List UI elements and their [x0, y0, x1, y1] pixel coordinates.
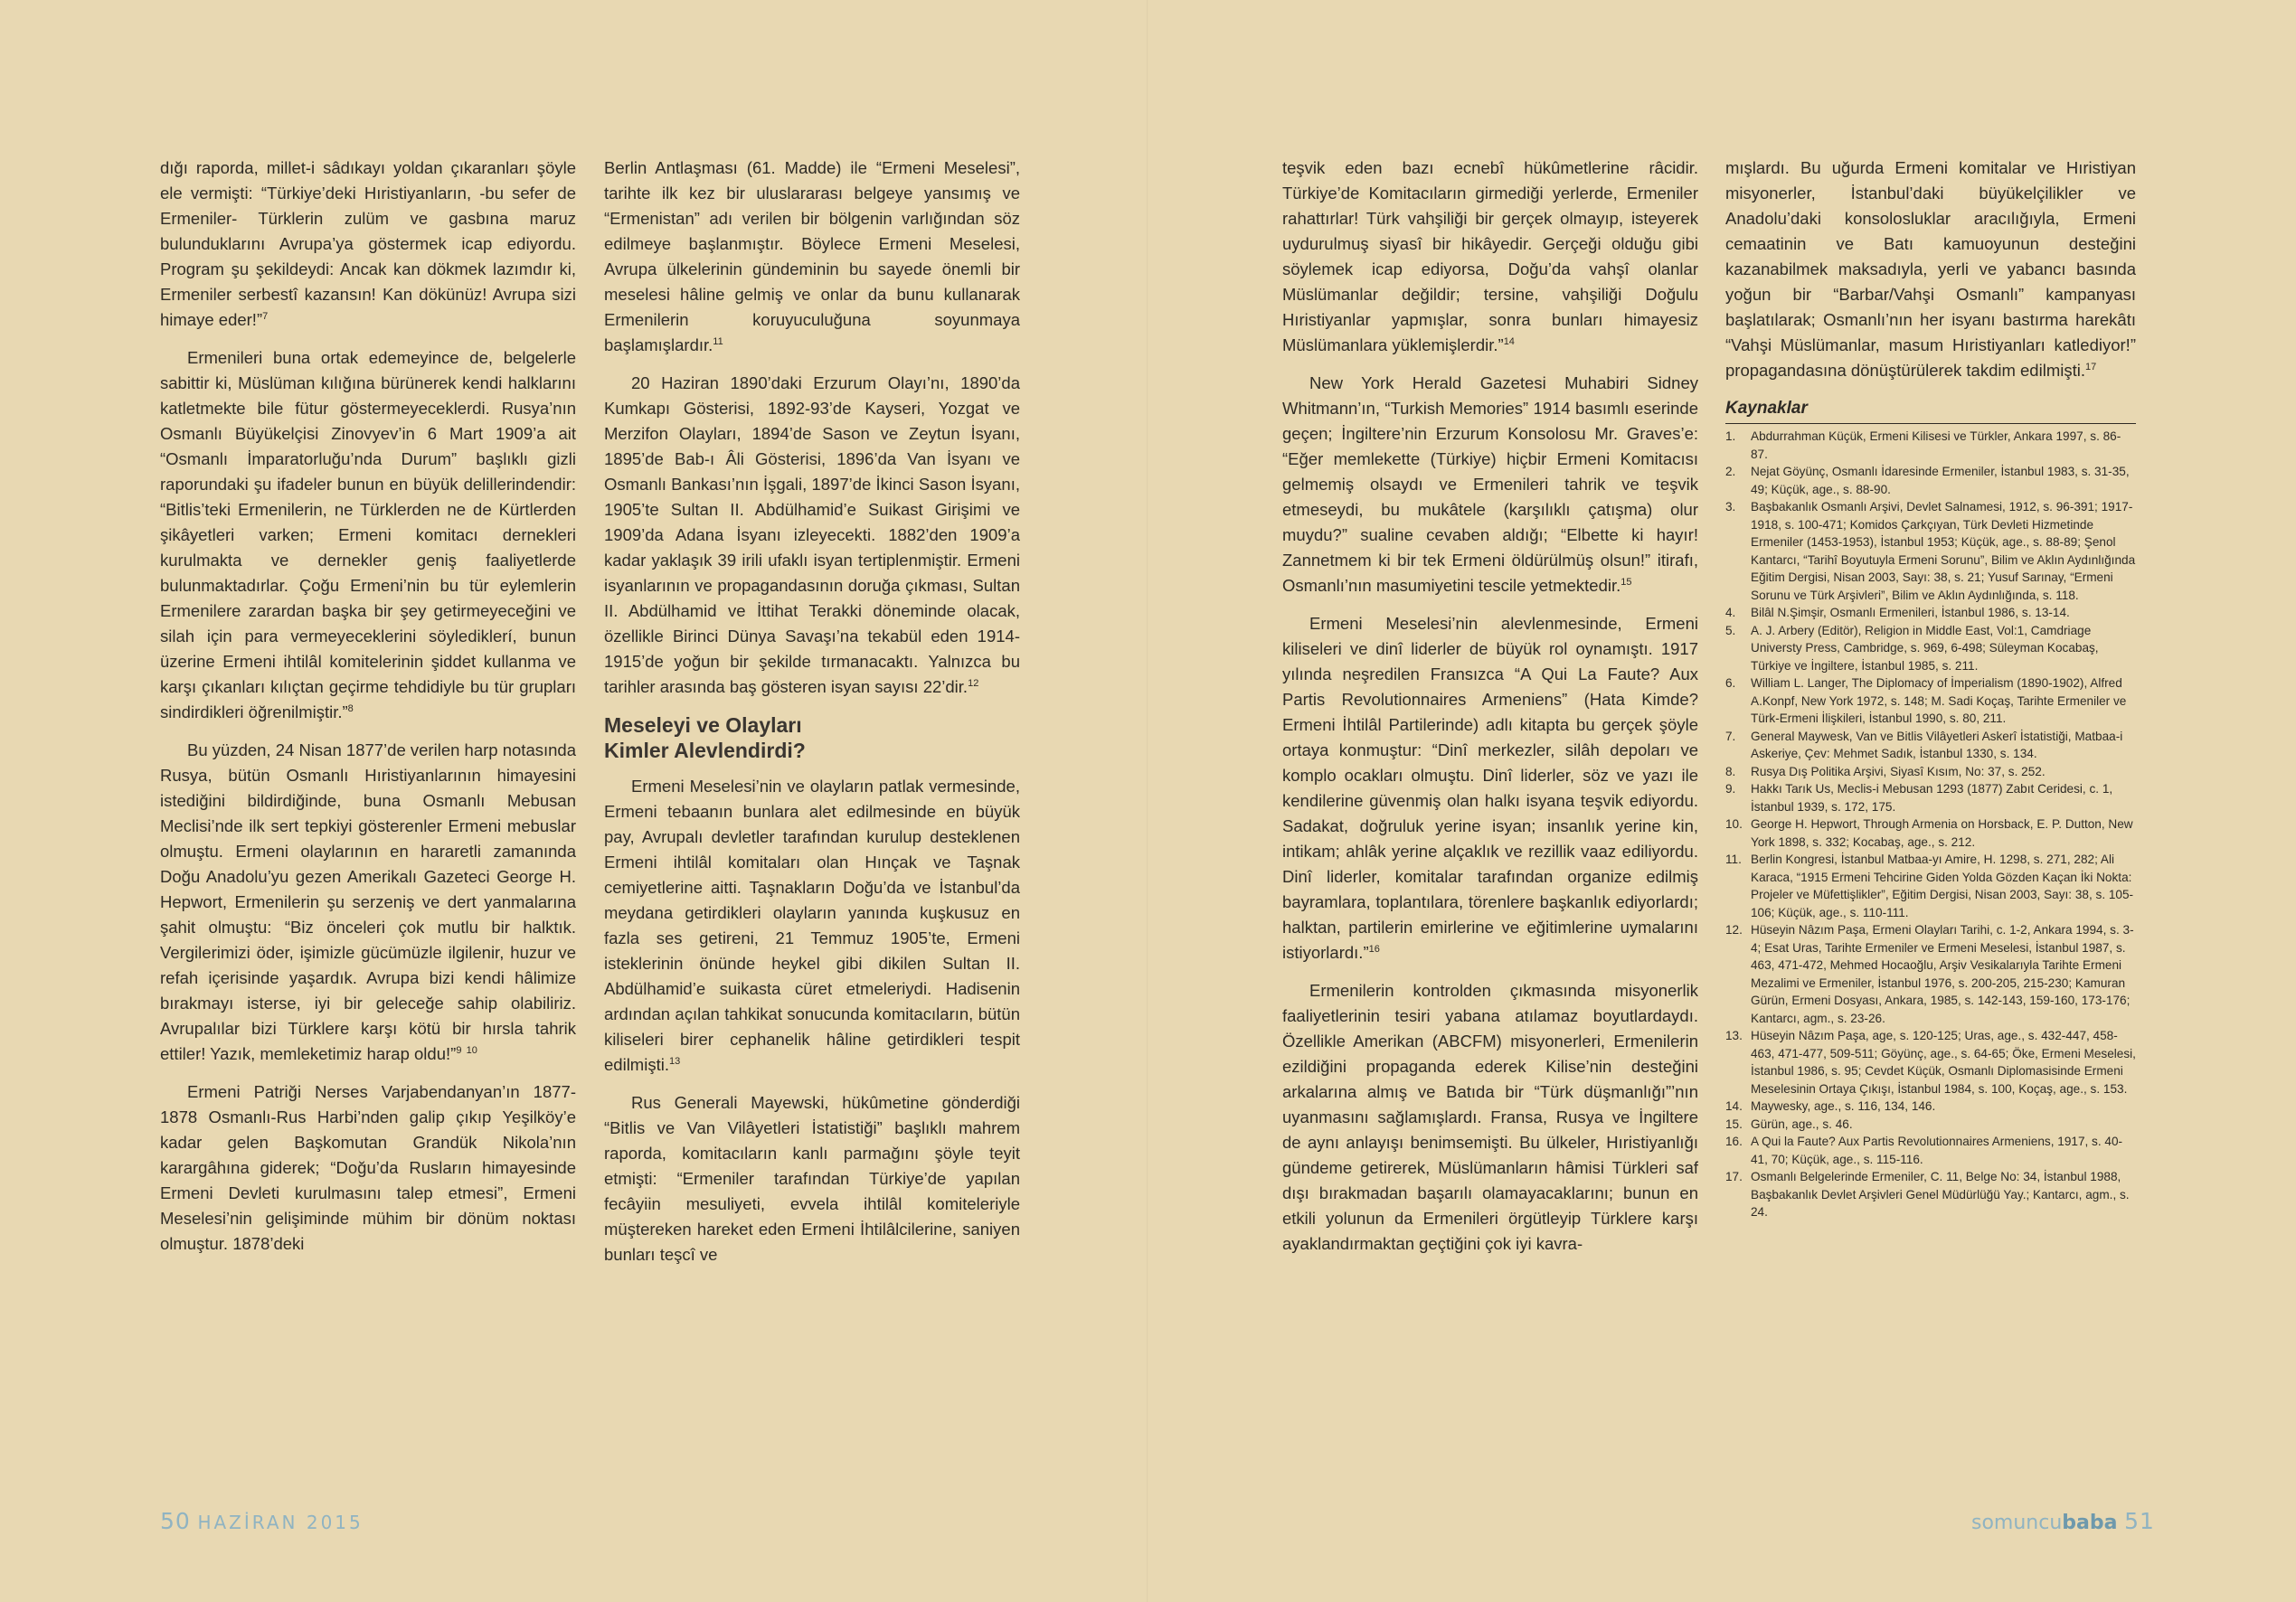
reference-number: 9.	[1725, 782, 1736, 796]
references-heading: Kaynaklar	[1725, 396, 2136, 424]
paragraph: Ermenileri buna ortak edemeyince de, belgelerle sabittir ki, Müslüman kılığına bürünerek kendi halklarını katletmekte bile fütur göstermeyeceklerdi. Rusya’nın Osmanlı Büyükelçisi Zinovyev’in 6 Mart 1909’a ait “Osmanlı İmparatorluğu’nda Durum” başlıklı gizli raporundaki şu ifadeler bunun en büyük delillerindendir: “Bitlis’teki Ermenilerin, ne Türklerden ne de Kürtlerden şikâyetleri varken; Ermeni komitacı dernekleri kurulmakta ve dernekler geniş faaliyetlerde bulunmaktadırlar. Çoğu Ermeni’nin bu tür eylemlerin Ermenilere zarardan başka bir şey getirmeyeceğini ve silah için para vermeyeceklerini söylediklerí, bunun üzerine Ermeni ihtilâl komitelerinin şiddet kullanma ve karşı çıkanları kılıçtan geçirme tehdidiyle bu tür grupları sindirdikleri öğrenilmiştir.”$^8$	[160, 348, 576, 721]
reference-item	[1725, 851, 2136, 921]
footnote-ref: 13	[668, 1055, 681, 1067]
reference-item	[1725, 1027, 2136, 1098]
reference-item	[1725, 1168, 2136, 1221]
reference-number: 2.	[1725, 465, 1736, 478]
paragraph: mışlardı. Bu uğurda Ermeni komitalar ve Hıristiyan misyonerler, İstanbul’daki büyükelçilikler ve Anadolu’daki konsolosluklar aracılığıyla, Ermeni cemaatinin ve Batı kamuoyunun desteğini kazanabilmek maksadıyla, yerli ve yabancı basında yoğun bir “Barbar/Vahşi Osmanlı” kampanyası başlatılarak; Osmanlı’nın her isyanı bastırma harekâtı “Vahşi Müslümanlar, masum Hıristiyanları katlediyor!” propagandasına dönüştürülerek takdim edilmişti.$^{17}$	[1725, 158, 2136, 380]
paragraph: Ermeni Meselesi’nin alevlenmesinde, Ermeni kiliseleri ve dinî liderler de büyük rol oynamıştı. 1917 yılında neşredilen Fransızca “A Qui La Faute? Aux Partis Revolutionnaires Armeniens” (Hata Kimde? Ermeni İhtilâl Partilerinde) adlı kitapta bu gerçek şöyle ortaya konmuştur: “Dinî merkezler, silâh depoları ve komplo ocakları olmuştu. Dinî liderler, söz ve yazı ile kendilerine güvenmiş olan halkı isyana teşvik ediyordu. Sadakat, doğruluk yerine isyan; insanlık yerine kin, intikam; ahlâk yerine alçaklık ve rezillik vaaz ediliyordu. Dinî liderler, komitalar tarafından organize edilmiş bayramlara, toplantılara, törenlere başkanlık ediyorlardı; halktan, partilerin emirlerine ve eğitimlerine uymalarını istiyorlardı.”$^{16}$	[1282, 614, 1698, 962]
reference-text: Maywesky, age., s. 116, 134, 146.	[1751, 1099, 1936, 1113]
footnote-ref: 9	[456, 1044, 462, 1056]
reference-text: Bilâl N.Şimşir, Osmanlı Ermenileri, İstanbul 1986, s. 13-14.	[1751, 606, 2070, 619]
reference-text: Hüseyin Nâzım Paşa, age, s. 120-125; Uras, age., s. 432-447, 458-463, 471-477, 509-511; Göyünç, age., s. 64-65; Öke, Ermeni Meselesi, İstanbul 1986, s. 95; Cevdet Küçük, Osmanlı Diplomasisinde Ermeni Meselesinin Ortaya Çıkışı, İstanbul 1984, s. 100, Koçaş, age., s. 153.	[1751, 1029, 2136, 1096]
left-footer	[160, 1508, 364, 1534]
right-footer	[1971, 1508, 2155, 1534]
reference-number: 12.	[1725, 923, 1743, 937]
reference-text: Hakkı Tarık Us, Meclis-i Mebusan 1293 (1877) Zabıt Ceridesi, c. 1, İstanbul 1939, s. 172, 175.	[1751, 782, 2113, 814]
reference-text: Hüseyin Nâzım Paşa, Ermeni Olayları Tarihi, c. 1-2, Ankara 1994, s. 3-4; Esat Uras, Tarihte Ermeniler ve Ermeni Meselesi, İstanbul 1987, s. 463, 471-472, Mehmed Hocaoğlu, Arşiv Vesikalarıyla Tarihte Ermeni Mezalimi ve Ermeniler, İstanbul 1976, s. 200-205, 215-230; Kamuran Gürün, Ermeni Dosyası, Ankara, 1985, s. 142-143, 159-160, 173-176; Kantarcı, agm., s. 23-26.	[1751, 923, 2134, 1025]
paragraph: Rus Generali Mayewski, hükûmetine gönderdiği “Bitlis ve Van Vilâyetleri İstatistiği” başlıklı mahrem raporda, komitacıların kanlı parmağını şöyle teyit etmişti: “Ermeniler tarafından Türkiye’de yapılan fecâyiin mesuliyeti, evvela ihtilâl komiteleriyle müştereken hareket eden Ermeni İhtilâlcilerine, saniyen bunları teşcî ve	[604, 1093, 1020, 1264]
reference-number: 3.	[1725, 500, 1736, 514]
reference-item	[1725, 674, 2136, 728]
reference-item	[1725, 604, 2136, 622]
reference-number: 11.	[1725, 853, 1742, 866]
reference-text: A. J. Arbery (Editör), Religion in Middle East, Vol:1, Camdriage Universty Press, Cambridge, s. 969, 6-498; Süleyman Kocabaş, Türkiye ve İngiltere, İstanbul 1985, s. 211.	[1751, 623, 2099, 673]
reference-text: Başbakanlık Osmanlı Arşivi, Devlet Salnamesi, 1912, s. 96-391; 1917-1918, s. 100-471; Komidos Çarkçıyan, Türk Devleti Hizmetinde Ermeniler (1453-1953), İstanbul 1953; Küçük, age., s. 88-89; Şenol Kantarcı, “Tarihî Boyutuyla Ermeni Sorunu”, Bilim ve Aklın Aydınlığında Eğitim Dergisi, Nisan 2003, Sayı: 38, s. 21; Yusuf Sarınay, “Ermeni Sorunu ve Türk Arşivleri”, Bilim ve Aklın Aydınlığında, s. 118.	[1751, 500, 2136, 602]
section-subheading: Meseleyi ve Olayları Kimler Alevlendirdi?	[604, 713, 806, 762]
paragraph: New York Herald Gazetesi Muhabiri Sidney Whitmann’ın, “Turkish Memories” 1914 basımlı eserinde geçen; İngiltere’nin Erzurum Konsolosu Mr. Graves’e: “Eğer memlekette (Türkiye) hiçbir Ermeni Komitacısı gelmemiş olsaydı ve Ermenileri tahrik ve teşvik etmeseydi, bu mukâtele (karşılıklı çatışma) olur muydu?” sualine cevaben aldığı; “Elbette ki hayır! Zannetmem ki bir tek Ermeni öldürülmüş olsun!” itirafı, Osmanlı’nın masumiyetini tescile yetmektedir.$^{15}$	[1282, 373, 1698, 595]
reference-number: 8.	[1725, 764, 1736, 778]
reference-item	[1725, 1098, 2136, 1116]
reference-number: 4.	[1725, 606, 1736, 619]
reference-text: Gürün, age., s. 46.	[1751, 1117, 1853, 1131]
footnote-ref: 12	[968, 677, 979, 689]
reference-text: Abdurrahman Küçük, Ermeni Kilisesi ve Türkler, Ankara 1997, s. 86-87.	[1751, 429, 2121, 461]
footnote-ref: 7	[262, 310, 269, 322]
right-page	[1148, 0, 2296, 1602]
footnote-ref: 11	[713, 335, 723, 347]
reference-item	[1725, 728, 2136, 763]
paragraph: Bu yüzden, 24 Nisan 1877’de verilen harp notasında Rusya, bütün Osmanlı Hıristiyanlarının himayesini istediğini bildirdiğinde, buna Osmanlı Mebusan Meclisi’nde ilk sert tepkiyi gösterenler Ermeni mebuslar olmuştu. Ermeni olaylarının en hararetli zamanında Doğu Anadolu’yu gezen Amerikalı Gazeteci George H. Hepwort, Ermenilerin şu serzeniş ve dert yanmalarına şahit olmuştu: “Biz önceleri çok mutlu bir halktık. Vergilerimizi öder, işimizle gücümüzle ilgilenir, huzur ve refah içerisinde yaşardık. Avrupa bizi kendi hâlimize bırakmayı isterse, iyi bir geleceğe sahip olabiliriz. Avrupalılar bizi Türklere karşı kötü bir hırsla tahrik ettiler! Yazık, memleketimiz harap oldu!”$^9$ $^{10}$	[160, 740, 576, 1063]
reference-item	[1725, 622, 2136, 675]
reference-number: 15.	[1725, 1117, 1743, 1131]
footnote-ref: 8	[347, 702, 354, 714]
reference-item	[1725, 428, 2136, 463]
brand-logo-text: somuncubaba	[1971, 1512, 2118, 1534]
reference-item	[1725, 1116, 2136, 1134]
reference-number: 14.	[1725, 1099, 1743, 1113]
column-2	[604, 155, 1020, 1439]
paragraph: dığı raporda, millet-i sâdıkayı yoldan çıkaranları şöyle ele vermişti: “Türkiye’deki Hıristiyanların, -bu sefer de Ermeniler- Türklerin zulüm ve gasbına maruz bulunduklarını Avrupa’ya göstermek icap ediyordu. Program şu şekildeydi: Ancak kan dökmek lazımdır ki, Ermeniler serbestî kazansın! Kan dökünüz! Avrupa sizi himaye eder!”$^7$	[160, 158, 576, 329]
reference-number: 17.	[1725, 1170, 1743, 1183]
paragraph: Berlin Antlaşması (61. Madde) ile “Ermeni Meselesi”, tarihte ilk kez bir uluslararası belgeye yansımış ve “Ermenistan” adı verilen bir bölgenin varlığından söz edilmeye başlanmıştır. Böylece Ermeni Meselesi, Avrupa ülkelerinin gündeminin bu sayede önemli bir meselesi hâline gelmiş ve onlar da bunu kullanarak Ermenilerin koruyuculuğuna soyunmaya başlamışlardır.$^{11}$	[604, 158, 1020, 354]
reference-item	[1725, 1133, 2136, 1168]
reference-item	[1725, 463, 2136, 498]
issue-date: HAZİRAN 2015	[197, 1512, 364, 1533]
paragraph: 20 Haziran 1890’daki Erzurum Olayı’nı, 1890’da Kumkapı Gösterisi, 1892-93’de Kayseri, Yozgat ve Merzifon Olayları, 1894’de Sason ve Zeytun İsyanı, 1895’de Bab-ı Âli Gösterisi, 1896’da Van İsyanı ve Osmanlı Bankası’nın İşgali, 1897’de İkinci Sason İsyanı, 1905’te Sultan II. Abdülhamid’e Suikast Girişimi ve 1909’da Adana İsyanı izleyecekti. 1882’den 1909’a kadar yaklaşık 39 irili ufaklı isyan tertiplenmiştir. Ermeni isyanlarının ve propagandasının doruğa çıkması, Sultan II. Abdülhamid ve İttihat Terakki döneminde olacak, özellikle Birinci Dünya Savaşı’na tekabül eden 1914-1915’de yoğun bir şekilde tırmanacaktı. Yalnızca bu tarihler arasında baş gösteren isyan sayısı 22’dir.$^{12}$	[604, 373, 1020, 696]
reference-item	[1725, 815, 2136, 851]
reference-text: A Qui la Faute? Aux Partis Revolutionnaires Armeniens, 1917, s. 40-41, 70; Küçük, age., s. 115-116.	[1751, 1135, 2123, 1166]
reference-text: Nejat Göyünç, Osmanlı İdaresinde Ermeniler, İstanbul 1983, s. 31-35, 49; Küçük, age., s. 88-90.	[1751, 465, 2130, 496]
reference-number: 1.	[1725, 429, 1736, 443]
reference-number: 7.	[1725, 729, 1736, 743]
column-1	[160, 155, 576, 1439]
reference-number: 5.	[1725, 623, 1736, 637]
reference-text: Berlin Kongresi, İstanbul Matbaa-yı Amire, H. 1298, s. 271, 282; Ali Karaca, “1915 Ermeni Tehcirine Giden Yolda Gözden Kaçan İki Nokta: Projeler ve Müfettişlikler”, Eğitim Dergisi, Nisan 2003, Sayı: 38, s. 105-106; Küçük, age., s. 110-111.	[1751, 853, 2134, 919]
paragraph: Ermeni Patriği Nerses Varjabendanyan’ın 1877-1878 Osmanlı-Rus Harbi’nden galip çıkıp Yeşilköy’e kadar gelen Başkomutan Grandük Nikola’nın karargâhına giderek; “Doğu’da Rusların himayesinde Ermeni Devleti kurulmasını talep etmesi”, Ermeni Meselesi’nin gelişiminde mühim bir dönüm noktası olmuştur. 1878’deki	[160, 1082, 576, 1253]
footnote-ref: 14	[1503, 335, 1515, 347]
reference-text: Osmanlı Belgelerinde Ermeniler, C. 11, Belge No: 34, İstanbul 1988, Başbakanlık Devlet Arşivleri Genel Müdürlüğü Yay.; Kantarcı, agm., s. 24.	[1751, 1170, 2130, 1219]
reference-number: 13.	[1725, 1029, 1743, 1042]
reference-number: 6.	[1725, 676, 1736, 690]
column-3	[1282, 155, 1698, 1439]
reference-number: 10.	[1725, 817, 1743, 831]
footnote-ref: 15	[1620, 576, 1632, 588]
reference-item	[1725, 780, 2136, 815]
column-4	[1725, 155, 2136, 1439]
paragraph: Ermenilerin kontrolden çıkmasında misyonerlik faaliyetlerinin tesiri yabana atılamaz boyutlardaydı. Özellikle Amerikan (ABCFM) misyonerleri, Ermenilerin ezildiğini propaganda ederek Kilise’nin desteğini arkalarına almış ve Batıda bir “Türk düşmanlığı”’nın uyanmasını sağlamışlardı. Fransa, Rusya ve İngiltere de aynı anlayışı benimsemişti. Bu ülkeler, Hıristiyanlığı gündeme getirerek, Müslümanların hâmisi Türkleri saf dışı bırakmadan başarılı olamayacaklarını; bunun en etkili yolunun da Ermenileri örgütleyip Türklere karşı ayaklandırmaktan geçtiğini çok iyi kavra-	[1282, 981, 1698, 1253]
reference-item	[1725, 921, 2136, 1027]
paragraph: teşvik eden bazı ecnebî hükûmetlerine râcidir. Türkiye’de Komitacıların girmediği yerlerde, Ermeniler rahattırlar! Türk vahşiliği bir gerçek olmayıp, isteyerek uydurulmuş siyasî bir hikâyedir. Gerçeği olduğu gibi söylemek icap ediyorsa, Doğu’da vahşî olanlar Müslümanlar değildir; tersine, vahşiliği Doğulu Hıristiyanlar yapmışlar, sonra bunları himayesiz Müslümanlara yüklemişlerdir.”$^{14}$	[1282, 158, 1698, 354]
reference-text: George H. Hepwort, Through Armenia on Horsback, E. P. Dutton, New York 1898, s. 332; Kocabaş, age., s. 212.	[1751, 817, 2133, 849]
references-list	[1725, 428, 2136, 1221]
reference-item	[1725, 498, 2136, 604]
page-number: 50	[160, 1508, 191, 1534]
reference-text: Rusya Dış Politika Arşivi, Siyasî Kısım, No: 37, s. 252.	[1751, 764, 2046, 778]
reference-item	[1725, 763, 2136, 781]
reference-text: General Maywesk, Van ve Bitlis Vilâyetleri Askerî İstatistiği, Matbaa-i Askeriye, Çev: Mehmet Sadık, İstanbul 1330, s. 134.	[1751, 729, 2123, 760]
reference-number: 16.	[1725, 1135, 1743, 1148]
reference-text: William L. Langer, The Diplomacy of İmperialism (1890-1902), Alfred A.Konpf, New York 1972, s. 148; M. Sadi Koçaş, Tarihte Ermeniler ve Türk-Ermeni İlişkileri, İstanbul 1990, s. 80, 211.	[1751, 676, 2127, 725]
footnote-ref: 10	[466, 1044, 477, 1056]
footnote-ref: 16	[1368, 943, 1380, 955]
page-number: 51	[2124, 1508, 2155, 1534]
paragraph: Ermeni Meselesi’nin ve olayların patlak vermesinde, Ermeni tebaanın bunlara alet edilmesinde en büyük pay, Avrupalı devletler tarafından kurulup desteklenen Ermeni ihtilâl komitaları olan Hınçak ve Taşnak cemiyetlerine aitti. Taşnakların Doğu’da ve İstanbul’da meydana getirdikleri olayların yanında kuşkusuz en fazla ses getireni, 21 Temmuz 1905’te, Ermeni isteklerinin önünde heykel gibi dikilen Sultan II. Abdülhamid’e suikasta cüret etmeleriydi. Hadisenin ardından açılan tahkikat sonucunda komitacıların, bütün kiliseleri birer cephanelik hâline getirdikleri tespit edilmişti.$^{13}$	[604, 777, 1020, 1074]
footnote-ref: 17	[2084, 361, 2097, 372]
